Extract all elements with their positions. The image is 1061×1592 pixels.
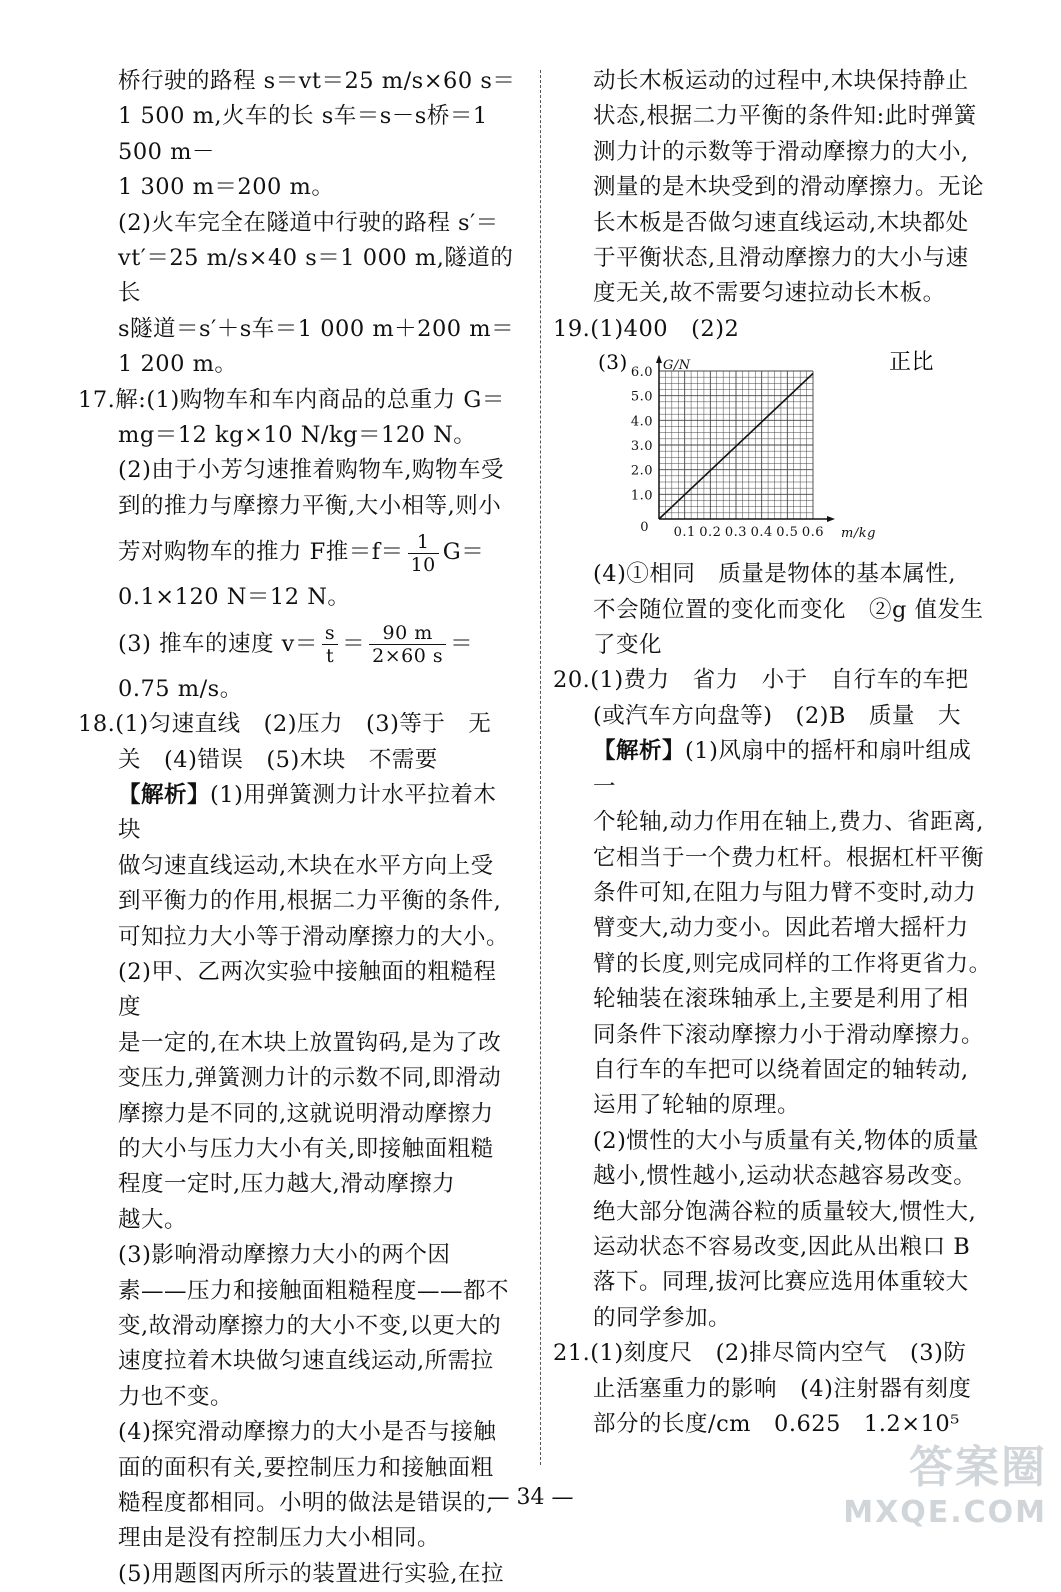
page-number: — 34 —	[487, 1485, 574, 1510]
analysis-label: 【解析】	[593, 738, 686, 765]
text-line: (或汽车方向盘等) (2)B 质量 大	[593, 702, 961, 729]
chart-row	[593, 347, 993, 557]
text-line: 于平衡状态,且滑动摩擦力的大小与速	[593, 245, 969, 272]
question-21-heading: 21.(1)刻度尺 (2)排尽筒内空气 (3)防	[553, 1340, 967, 1367]
text-line: 面的面积有关,要控制压力和接触面粗	[118, 1454, 494, 1481]
text-line: 做匀速直线运动,木块在水平方向上受	[118, 852, 494, 879]
text-line: (3)影响滑动摩擦力大小的两个因	[118, 1242, 451, 1269]
x-tick-label: 0.3	[724, 525, 748, 541]
x-axis-label: m/kg	[841, 526, 876, 542]
text-line: 绝大部分饱满谷粒的质量较大,惯性大,	[593, 1198, 977, 1225]
text-line: 运用了轮轴的原理。	[593, 1092, 801, 1119]
text-line: 长木板是否做匀速直线运动,木块都处	[593, 209, 969, 236]
text-line: 轮轴装在滚珠轴承上,主要是利用了相	[593, 986, 969, 1013]
text-line: (4)①相同 质量是物体的基本属性,	[593, 561, 957, 588]
text-fragment: ＝	[450, 630, 474, 657]
text-line: 臂的长度,则完成同样的工作将更省力。	[593, 950, 992, 977]
text-line: 是一定的,在木块上放置钩码,是为了改	[118, 1029, 502, 1056]
text-line: 到的推力与摩擦力平衡,大小相等,则小	[118, 492, 502, 519]
watermark-url: MXQE.COM	[843, 1495, 1047, 1530]
fraction	[369, 622, 446, 667]
numerator: s	[322, 622, 338, 645]
text-line: 运动状态不容易改变,因此从出粮口 B	[593, 1233, 971, 1260]
text-fragment: 芳对购物车的推力 F推＝f＝	[118, 539, 404, 566]
text-line	[593, 734, 993, 805]
text-line: 的同学参加。	[593, 1304, 732, 1331]
text-line: 的大小与压力大小有关,即接触面粗糙	[118, 1135, 494, 1162]
watermark-logo	[843, 1431, 1047, 1530]
text-line: 止活塞重力的影响 (4)注射器有刻度	[593, 1375, 972, 1402]
fraction	[408, 531, 439, 576]
result-label: 正比	[889, 350, 935, 376]
fraction	[322, 622, 338, 667]
origin-label: 0	[640, 520, 649, 536]
text-line: 1 300 m＝200 m。	[118, 174, 335, 201]
formula-line	[118, 616, 518, 672]
right-column	[553, 64, 993, 1442]
y-tick-label: 5.0	[630, 389, 653, 405]
denominator: t	[325, 645, 335, 668]
formula-line	[118, 524, 518, 580]
text-fragment: (1)用弹簧测力计水平拉着木块	[118, 781, 497, 844]
analysis-label: 【解析】	[118, 781, 211, 808]
text-line: 关 (4)错误 (5)木块 不需要	[118, 746, 438, 773]
text-fragment: G＝	[442, 539, 485, 566]
x-tick-label: 0.2	[699, 525, 722, 541]
column-divider	[540, 70, 541, 1465]
text-line: 落下。同理,拔河比赛应选用体重较大	[593, 1269, 969, 1296]
text-line: (2)甲、乙两次实验中接触面的粗糙程度	[118, 958, 497, 1021]
y-axis-arrow	[656, 355, 662, 363]
text-line: 理由是没有控制压力大小相同。	[118, 1525, 441, 1552]
text-line: mg＝12 kg×10 N/kg＝120 N。	[118, 422, 477, 449]
text-line: (5)用题图丙所示的装置进行实验,在拉	[118, 1560, 505, 1587]
text-line: 自行车的车把可以绕着固定的轴转动,	[593, 1056, 969, 1083]
text-line: 到平衡力的作用,根据二力平衡的条件,	[118, 888, 502, 915]
denominator: 10	[410, 553, 436, 576]
text-line: vt′＝25 m/s×40 s＝1 000 m,隧道的长	[118, 245, 514, 307]
y-tick-label: 3.0	[630, 439, 653, 455]
x-axis-arrow	[827, 516, 835, 522]
text-line: 状态,根据二力平衡的条件知:此时弹簧	[593, 103, 977, 130]
y-tick-label: 1.0	[630, 488, 653, 504]
text-line: 条件可知,在阻力与阻力臂不变时,动力	[593, 879, 977, 906]
question-19-heading: 19.(1)400 (2)2	[553, 315, 740, 342]
numerator: 90 m	[369, 622, 446, 645]
text-line: 度无关,故不需要匀速拉动长木板。	[593, 280, 946, 307]
text-line	[118, 778, 518, 849]
y-tick-label: 6.0	[630, 365, 653, 381]
numerator: 1	[408, 531, 439, 554]
text-line: (2)由于小芳匀速推着购物车,购物车受	[118, 457, 505, 484]
text-line: 了变化	[593, 632, 663, 659]
g-m-chart	[593, 347, 993, 557]
y-axis-label: G/N	[663, 358, 691, 374]
x-tick-label: 0.6	[801, 525, 825, 541]
question-18-heading: 18.(1)匀速直线 (2)压力 (3)等于 无	[78, 711, 492, 738]
y-tick-label: 4.0	[630, 414, 653, 430]
text-line: 它相当于一个费力杠杆。根据杠杆平衡	[593, 844, 985, 871]
text-line: s隧道＝s′＋s车＝1 000 m＋200 m＝1 200 m。	[118, 315, 515, 378]
text-line: 0.75 m/s。	[118, 675, 243, 702]
text-line: 可知拉力大小等于滑动摩擦力的大小。	[118, 923, 510, 950]
text-line: 1 500 m,火车的长 s车＝s－s桥＝1 500 m－	[118, 103, 488, 165]
text-line: 变,故滑动摩擦力的大小不变,以更大的	[118, 1313, 502, 1339]
text-line: 力也不变。	[118, 1383, 234, 1410]
text-line: 程度一定时,压力越大,滑动摩擦力	[118, 1171, 456, 1198]
text-line: 越小,惯性越小,运动状态越容易改变。	[593, 1163, 977, 1190]
text-line: 测力计的示数等于滑动摩擦力的大小,	[593, 138, 969, 165]
y-tick-label: 2.0	[630, 463, 653, 479]
text-line: 0.1×120 N＝12 N。	[118, 584, 351, 611]
text-line: 动长木板运动的过程中,木块保持静止	[593, 68, 969, 94]
text-line: 不会随位置的变化而变化 ②g 值发生	[593, 596, 984, 623]
text-fragment: ＝	[342, 630, 366, 657]
text-line: 速度拉着木块做匀速直线运动,所需拉	[118, 1348, 494, 1375]
text-line: 素——压力和接触面粗糙程度——都不	[118, 1277, 510, 1304]
text-line: 糙程度都相同。小明的做法是错误的,	[118, 1490, 494, 1517]
text-line: 摩擦力是不同的,这就说明滑动摩擦力	[118, 1100, 494, 1127]
x-tick-label: 0.5	[776, 525, 799, 541]
denominator: 2×60 s	[372, 645, 444, 668]
watermark-text: 答案圈	[909, 1442, 1047, 1493]
text-line: 个轮轴,动力作用在轴上,费力、省距离,	[593, 809, 984, 836]
text-line: (4)探究滑动摩擦力的大小是否与接触	[118, 1419, 497, 1446]
text-line: (2)火车完全在隧道中行驶的路程 s′＝	[118, 209, 499, 236]
left-column	[78, 64, 518, 1592]
text-line: 变压力,弹簧测力计的示数不同,即滑动	[118, 1065, 502, 1092]
question-17-heading: 17.解:(1)购物车和车内商品的总重力 G＝	[78, 386, 505, 413]
text-line: 臂变大,动力变小。因此若增大摇杆力	[593, 915, 969, 942]
text-line: 越大。	[118, 1206, 188, 1233]
x-tick-label: 0.1	[673, 525, 696, 541]
text-line: 同条件下滚动摩擦力小于滑动摩擦力。	[593, 1021, 985, 1048]
text-line: 测量的是木块受到的滑动摩擦力。无论	[593, 174, 985, 201]
text-fragment: (1)风扇中的摇杆和扇叶组成一	[593, 738, 972, 800]
text-line: 部分的长度/cm 0.625 1.2×10⁵	[593, 1411, 960, 1437]
text-line: 桥行驶的路程 s＝vt＝25 m/s×60 s＝	[118, 68, 516, 94]
subquestion-label: (3)	[598, 350, 628, 375]
text-fragment: (3) 推车的速度 v＝	[118, 630, 318, 657]
question-20-heading: 20.(1)费力 省力 小于 自行车的车把	[553, 667, 969, 694]
x-tick-label: 0.4	[750, 525, 773, 541]
text-line: (2)惯性的大小与质量有关,物体的质量	[593, 1127, 980, 1154]
